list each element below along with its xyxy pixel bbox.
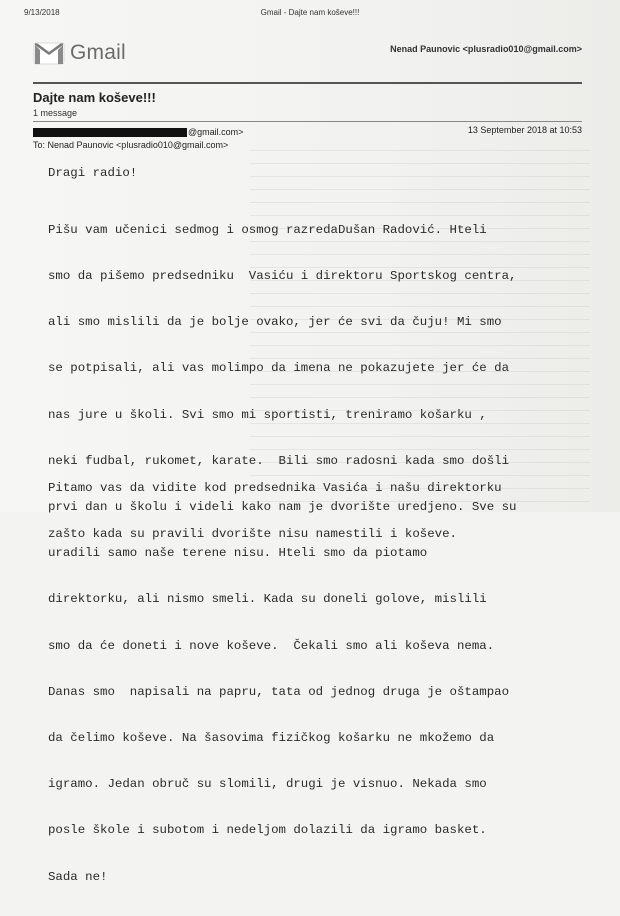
body-line: smo da pišemo predsedniku Vasiću i direktoru Sportskog centra, — [48, 269, 517, 284]
body-line: nas jure u školi. Svi smo mi sportisti, treniramo košarku , — [48, 407, 487, 422]
body-line: posle škole i subotom i nedeljom dolazili da igramo basket. — [48, 823, 487, 838]
message-count: 1 message — [33, 108, 78, 118]
print-date: 9/13/2018 — [24, 8, 60, 17]
body-line: direktorku, ali nismo smeli. Kada su doneli golove, mislili — [48, 592, 487, 607]
gmail-logo-icon — [33, 40, 65, 66]
body-line: Sada ne! — [48, 869, 108, 884]
closing-line: zašto kada su pravili dvorište nisu namestili i koševe. — [48, 527, 457, 542]
print-title: Gmail - Dajte nam koševe!!! — [260, 8, 360, 17]
body-line: smo da će doneti i nove koševe. Čekali smo ali koševa nema. — [48, 638, 495, 653]
body-line: Danas smo napisali na papru, tata od jednog druga je oštampao — [48, 684, 510, 699]
gmail-logo[interactable] — [33, 40, 126, 66]
body-line: da čelimo koševe. Na šasovima fizičkog košarku ne mkožemo da — [48, 731, 495, 746]
redacted-sender — [33, 128, 187, 137]
body-line: se potpisali, ali vas molimpo da imena ne pokazujete jer će da — [48, 361, 510, 376]
body-line: Pišu vam učenici sedmog i osmog razredaDušan Radović. Hteli — [48, 222, 487, 237]
body-line: igramo. Jedan obruč su slomili, drugi je visnuo. Nekada smo — [48, 777, 487, 792]
sender-domain: @gmail.com> — [188, 127, 244, 137]
body-line: ali smo mislili da je bolje ovako, jer će svi da čuju! Mi smo — [48, 315, 502, 330]
closing-line: Pitamo vas da vidite kod predsednika Vasića i našu direktorku — [48, 480, 502, 495]
body-line: uradili samo naše terene nisu. Hteli smo da piotamo — [48, 546, 428, 561]
gmail-wordmark: Gmail — [70, 41, 126, 64]
message-recipient: To: Nenad Paunovic <plusradio010@gmail.com> — [33, 140, 229, 150]
header-divider — [33, 82, 582, 84]
message-divider — [33, 121, 582, 122]
thread-subject: Dajte nam koševe!!! — [33, 90, 156, 105]
body-line: prvi dan u školu i videli kako nam je dvorište uredjeno. Sve su — [48, 500, 517, 515]
message-greeting: Dragi radio! — [48, 166, 138, 180]
account-name: Nenad Paunovic <plusradio010@gmail.com> — [390, 44, 582, 54]
message-sender — [33, 127, 243, 137]
message-date: 13 September 2018 at 10:53 — [467, 125, 582, 135]
body-line: neki fudbal, rukomet, karate. Bili smo radosni kada smo došli — [48, 453, 510, 468]
